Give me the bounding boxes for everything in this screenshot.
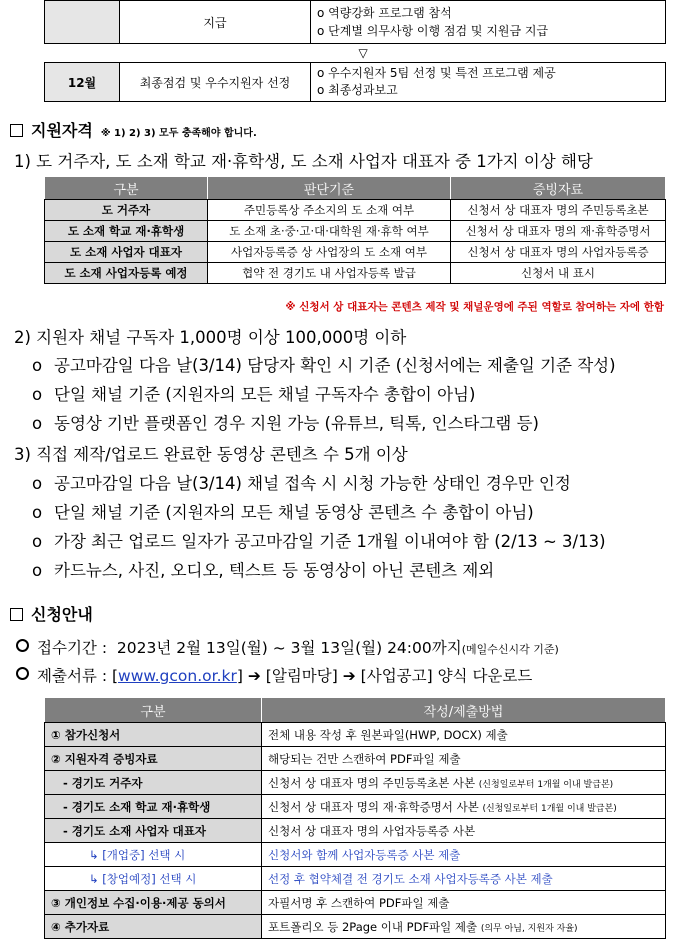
- circle-bullet-icon: [16, 639, 29, 652]
- row-value: 신청서 상 대표자 명의 사업자등록증 사본: [262, 819, 666, 843]
- list-item: o 카드뉴스, 사진, 오디오, 텍스트 등 동영상이 아닌 콘텐츠 제외: [32, 561, 495, 580]
- col-header: 판단기준: [208, 177, 451, 200]
- apply-docs: 제출서류 : [www.gcon.or.kr] ➔ [알림마당] ➔ [사업공고] 양식 다운로드: [16, 664, 532, 686]
- schedule-item: o 단계별 의무사항 이행 점검 및 지원금 지급: [317, 24, 549, 38]
- section-title: 신청안내: [31, 605, 93, 624]
- row-value: 신청서 상 대표자 명의 재·휴학증명서 사본 (신청일로부터 1개월 이내 발급본): [262, 795, 666, 819]
- list-item: o 공고마감일 다음 날(3/14) 담당자 확인 시 기준 (신청서에는 제출일 기준 작성): [32, 356, 616, 375]
- table-row: [45, 795, 666, 819]
- square-bullet-icon: [10, 124, 23, 137]
- schedule-table: [44, 0, 666, 102]
- row-proof: 신청서 상 대표자 명의 사업자등록증: [451, 242, 666, 263]
- row-criteria: 도 소재 초·중·고·대·대학원 재·휴학 여부: [208, 221, 451, 242]
- list-item: o 가장 최근 업로드 일자가 공고마감일 기준 1개월 이내여야 함 (2/13 ~ 3/13): [32, 532, 606, 551]
- schedule-item: o 역량강화 프로그램 참석: [317, 6, 452, 20]
- row-value: 전체 내용 작성 후 원본파일(HWP, DOCX) 제출: [262, 723, 666, 747]
- table-row: [45, 221, 666, 242]
- eligibility-table: [44, 176, 666, 284]
- row-criteria: 주민등록상 주소지의 도 소재 여부: [208, 200, 451, 221]
- schedule-label: 최종점검 및 우수지원자 선정: [120, 63, 311, 102]
- row-label: ① 참가신청서: [45, 723, 262, 747]
- col-header: 작성/제출방법: [262, 698, 666, 723]
- row-criteria: 협약 전 경기도 내 사업자등록 발급: [208, 263, 451, 284]
- schedule-label: 지급: [120, 1, 311, 44]
- requirement-1: 1) 도 거주자, 도 소재 학교 재·휴학생, 도 소재 사업자 대표자 중 1가지 이상 해당: [14, 152, 593, 171]
- table-row: [45, 242, 666, 263]
- requirement-3: 3) 직접 제작/업로드 완료한 동영상 콘텐츠 수 5개 이상: [14, 445, 408, 464]
- table-row: [45, 915, 666, 939]
- list-item: o 동영상 기반 플랫폼인 경우 지원 가능 (유튜브, 틱톡, 인스타그램 등): [32, 414, 539, 433]
- table-row: [45, 200, 666, 221]
- row-criteria: 사업자등록증 상 사업장의 도 소재 여부: [208, 242, 451, 263]
- down-arrow-icon: ▽: [358, 46, 368, 60]
- table-row: [45, 771, 666, 795]
- table-note: ※ 신청서 상 대표자는 콘텐츠 제작 및 채널운영에 주된 역할로 참여하는 자에 한함: [285, 301, 664, 313]
- row-label: 도 소재 학교 재·휴학생: [45, 221, 208, 242]
- table-row: [45, 263, 666, 284]
- eligibility-heading: [10, 118, 257, 141]
- apply-period: 접수기간 : 2023년 2월 13일(월) ~ 3월 13일(월) 24:00까지(메일수신시각 기준): [16, 636, 559, 658]
- arrow-right-icon: ➔: [247, 667, 261, 685]
- row-label: ↳ [창업예정] 선택 시: [45, 867, 262, 891]
- row-value: 포트폴리오 등 2Page 이내 PDF파일 제출 (의무 아님, 지원자 자율): [262, 915, 666, 939]
- table-row: [45, 747, 666, 771]
- apply-heading: [10, 602, 93, 625]
- row-label: - 경기도 소재 사업자 대표자: [45, 819, 262, 843]
- row-value: 자필서명 후 스캔하여 PDF파일 제출: [262, 891, 666, 915]
- row-value: 해당되는 건만 스캔하여 PDF파일 제출: [262, 747, 666, 771]
- table-row: [45, 843, 666, 867]
- gcon-link[interactable]: www.gcon.or.kr: [118, 667, 237, 685]
- row-label: ④ 추가자료: [45, 915, 262, 939]
- schedule-item: o 최종성과보고: [317, 83, 398, 97]
- col-header: 구분: [45, 177, 208, 200]
- schedule-month: 12월: [45, 63, 120, 102]
- table-row: [45, 891, 666, 915]
- row-value: 선정 후 협약체결 전 경기도 소재 사업자등록증 사본 제출: [262, 867, 666, 891]
- section-note: ※ 1) 2) 3) 모두 충족해야 합니다.: [100, 128, 257, 139]
- list-item: o 단일 채널 기준 (지원자의 모든 채널 구독자수 총합이 아님): [32, 385, 476, 404]
- row-proof: 신청서 상 대표자 명의 재·휴학증명서: [451, 221, 666, 242]
- row-label: - 경기도 소재 학교 재·휴학생: [45, 795, 262, 819]
- col-header: 증빙자료: [451, 177, 666, 200]
- table-row: [45, 819, 666, 843]
- list-item: o 공고마감일 다음 날(3/14) 채널 접속 시 시청 가능한 상태인 경우만 인정: [32, 474, 571, 493]
- list-item: o 단일 채널 기준 (지원자의 모든 채널 동영상 콘텐츠 수 총합이 아님): [32, 503, 534, 522]
- row-proof: 신청서 내 표시: [451, 263, 666, 284]
- row-label: ↳ [개업중] 선택 시: [45, 843, 262, 867]
- row-label: ② 지원자격 증빙자료: [45, 747, 262, 771]
- row-proof: 신청서 상 대표자 명의 주민등록초본: [451, 200, 666, 221]
- row-label: 도 소재 사업자등록 예정: [45, 263, 208, 284]
- col-header: 구분: [45, 698, 262, 723]
- circle-bullet-icon: [16, 667, 29, 680]
- arrow-right-icon: ➔: [342, 667, 356, 685]
- table-row: [45, 867, 666, 891]
- row-label: - 경기도 거주자: [45, 771, 262, 795]
- requirement-2: 2) 지원자 채널 구독자 1,000명 이상 100,000명 이하: [14, 328, 407, 347]
- table-row: [45, 723, 666, 747]
- submission-docs-table: [44, 697, 666, 939]
- row-value: 신청서와 함께 사업자등록증 사본 제출: [262, 843, 666, 867]
- row-label: ③ 개인정보 수집·이용·제공 동의서: [45, 891, 262, 915]
- schedule-item: o 우수지원자 5팀 선정 및 특전 프로그램 제공: [317, 66, 556, 80]
- row-value: 신청서 상 대표자 명의 주민등록초본 사본 (신청일로부터 1개월 이내 발급본): [262, 771, 666, 795]
- schedule-month-cell: [45, 1, 120, 44]
- section-title: 지원자격: [31, 121, 93, 140]
- row-label: 도 소재 사업자 대표자: [45, 242, 208, 263]
- row-label: 도 거주자: [45, 200, 208, 221]
- square-bullet-icon: [10, 608, 23, 621]
